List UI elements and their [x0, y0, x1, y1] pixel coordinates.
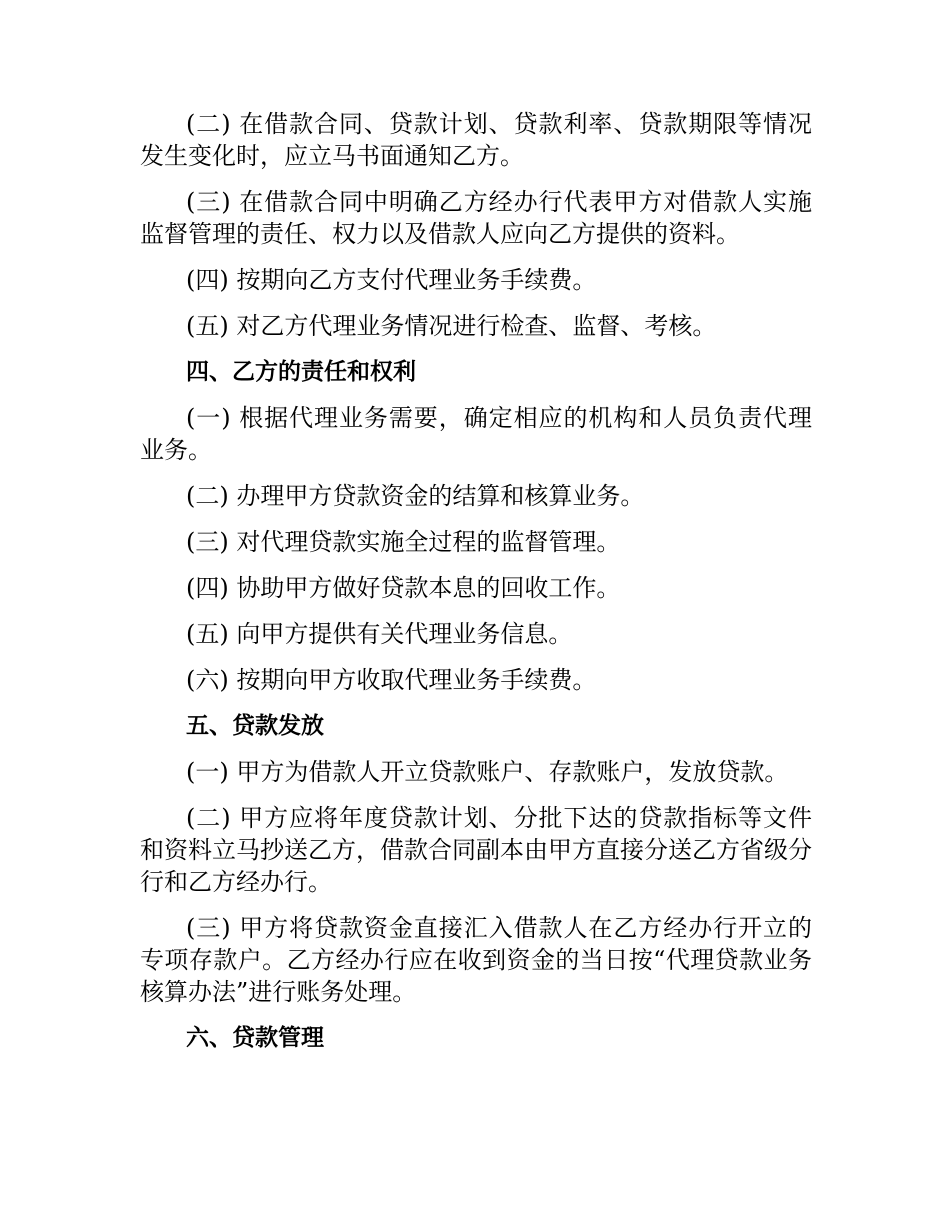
paragraph-3-supervision-responsibility: (三) 在借款合同中明确乙方经办行代表甲方对借款人实施监督管理的责任、权力以及借款人应向乙方提供的资料。: [140, 188, 812, 248]
paragraph-5-inspection: (五) 对乙方代理业务情况进行检查、监督、考核。: [186, 312, 717, 340]
paragraph-5-information: (五) 向甲方提供有关代理业务信息。: [186, 620, 573, 648]
paragraph-1-open-accounts: (一) 甲方为借款人开立贷款账户、存款账户，发放贷款。: [186, 758, 789, 786]
paragraph-3-remit-funds: (三) 甲方将贷款资金直接汇入借款人在乙方经办行开立的专项存款户。乙方经办行应在收到资金的当日按“代理贷款业务核算办法”进行账务处理。: [140, 914, 812, 1006]
paragraph-6-collect-fee: (六) 按期向甲方收取代理业务手续费。: [186, 666, 597, 694]
section-heading-loan-management: 六、贷款管理: [186, 1025, 324, 1051]
paragraph-4-recovery: (四) 协助甲方做好贷款本息的回收工作。: [186, 574, 621, 602]
paragraph-2-settlement: (二) 办理甲方贷款资金的结算和核算业务。: [186, 482, 645, 510]
paragraph-1-institutions: (一) 根据代理业务需要，确定相应的机构和人员负责代理业务。: [140, 404, 812, 464]
section-heading-loan-issuance: 五、贷款发放: [186, 713, 324, 739]
paragraph-2-copy-documents: (二) 甲方应将年度贷款计划、分批下达的贷款指标等文件和资料立马抄送乙方，借款合同副本由甲方直接分送乙方省级分行和乙方经办行。: [140, 804, 812, 896]
paragraph-4-pay-fee: (四) 按期向乙方支付代理业务手续费。: [186, 266, 597, 294]
document-body: [140, 108, 812, 1068]
section-heading-party-b-rights: 四、乙方的责任和权利: [186, 359, 416, 385]
paragraph-3-process-supervision: (三) 对代理贷款实施全过程的监督管理。: [186, 528, 621, 556]
paragraph-2-notify-changes: (二) 在借款合同、贷款计划、贷款利率、贷款期限等情况发生变化时，应立马书面通知乙方。: [140, 110, 812, 170]
